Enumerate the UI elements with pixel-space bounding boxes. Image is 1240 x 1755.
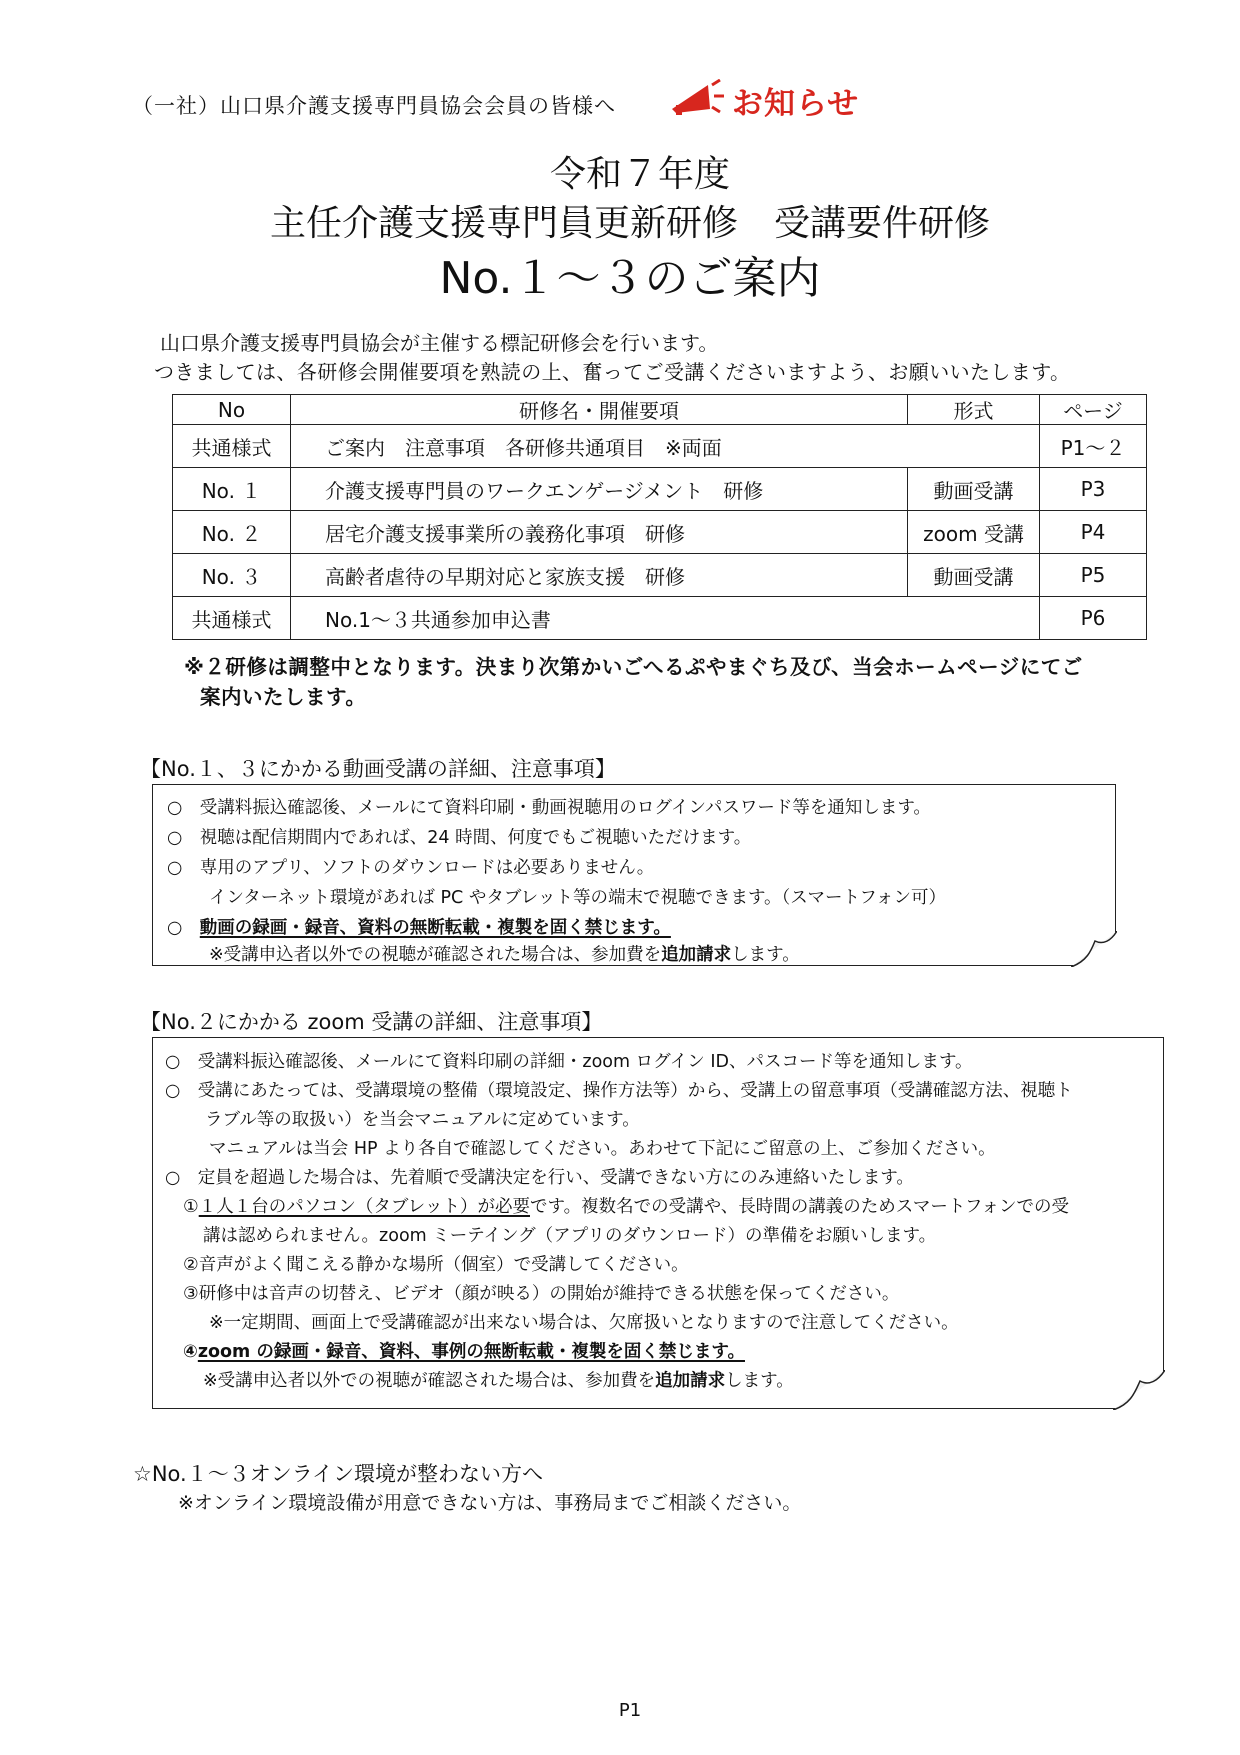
zoom-note-line: ○ 受講にあたっては、受講環境の整備（環境設定、操作方法等）から、受講上の留意事項（受講確認方法、視聴ト [165,1081,1073,1101]
item-number: ① [183,1197,199,1217]
row-name: 介護支援専門員のワークエンゲージメント 研修 [291,468,908,511]
bullet-mark: ○ [167,918,183,938]
row-no: 共通様式 [173,597,291,640]
zoom-note-line: ○ 受講料振込確認後、メールにて資料印刷の詳細・zoom ログイン ID、パスコード等を通知します。 [165,1052,973,1072]
row-page: P1～２ [1040,425,1147,468]
zoom-note-line-warning [183,1338,745,1363]
intro-line-2: つきましては、各研修会開催要項を熟読の上、奮ってご受講くださいますよう、お願いいたします。 [154,360,1071,384]
row-name: ご案内 注意事項 各研修共通項目 ※両面 [291,425,1040,468]
column-header: 形式 [908,395,1040,425]
video-note-line-warning [167,914,671,939]
zoom-note-line: ②音声がよく聞こえる静かな場所（個室）で受講してください。 [183,1255,689,1275]
table-row [173,468,1147,511]
video-note-line [209,941,800,966]
zoom-section-heading: 【No.２にかかる zoom 受講の詳細、注意事項】 [140,1010,603,1034]
column-header: No [173,395,291,425]
intro-line-1: 山口県介護支援専門員協会が主催する標記研修会を行います。 [160,331,719,355]
column-header: ページ [1040,395,1147,425]
note-text: ※受講申込者以外での視聴が確認された場合は、参加費を [203,1371,656,1391]
row-name: 高齢者虐待の早期対応と家族支援 研修 [291,554,908,597]
table-row [173,425,1147,468]
title-year: 令和７年度 [549,154,730,195]
row-format: 動画受講 [908,554,1040,597]
video-note-line: ○ 専用のアプリ、ソフトのダウンロードは必要ありません。 [167,858,655,878]
schedule-note-line-2: 案内いたします。 [200,685,367,709]
video-note-line: ○ 視聴は配信期間内であれば、24 時間、何度でもご視聴いただけます。 [167,828,752,848]
course-table [172,394,1147,640]
row-format: zoom 受講 [908,511,1040,554]
table-row [173,554,1147,597]
page-curl-decoration [1071,931,1117,967]
zoom-note-line [183,1193,1069,1218]
video-note-line: ○ 受講料振込確認後、メールにて資料印刷・動画視聴用のログインパスワード等を通知します。 [167,798,931,818]
row-no: No. １ [173,468,291,511]
video-notes-box [152,784,1116,966]
row-page: P4 [1040,511,1147,554]
schedule-note-line-1: ※２研修は調整中となります。決まり次第かいごへるぷやまぐち及び、当会ホームページにてご [184,655,1083,679]
row-page: P3 [1040,468,1147,511]
row-format: 動画受講 [908,468,1040,511]
note-emphasis: １人１台のパソコン（タブレット）が必要 [198,1197,530,1217]
table-row [173,597,1147,640]
note-text: ※受講申込者以外での視聴が確認された場合は、参加費を [209,945,662,965]
note-text: します。 [731,945,800,965]
zoom-note-line [203,1367,794,1392]
warning-text: 動画の録画・録音、資料の無断転載・複製を固く禁じます。 [199,918,671,938]
video-note-line: インターネット環境があれば PC やタブレット等の端末で視聴できます。（スマートフォン可） [209,888,947,908]
note-emphasis: 追加請求 [655,1371,726,1391]
page-number: P1 [618,1700,642,1721]
row-no: 共通様式 [173,425,291,468]
warning-text: zoom の録画・録音、資料、事例の無断転載・複製を固く禁じます。 [197,1342,745,1362]
row-name: 居宅介護支援事業所の義務化事項 研修 [291,511,908,554]
note-emphasis: 追加請求 [661,945,732,965]
megaphone-icon [668,79,730,123]
zoom-note-line: マニュアルは当会 HP より各自で確認してください。あわせて下記にご留意の上、ご参加ください。 [209,1139,996,1159]
page-curl-decoration [1113,1370,1165,1410]
zoom-note-line: ラブル等の取扱い）を当会マニュアルに定めています。 [205,1110,640,1130]
note-text: です。複数名での受講や、長時間の講義のためスマートフォンでの受 [529,1197,1069,1217]
zoom-note-line: ③研修中は音声の切替え、ビデオ（顔が映る）の開始が維持できる状態を保ってください。 [183,1284,900,1304]
zoom-note-line: ○ 定員を超過した場合は、先着順で受講決定を行い、受講できない方にのみ連絡いたします。 [165,1168,914,1188]
offline-section-body: ※オンライン環境設備が用意できない方は、事務局までご相談ください。 [178,1492,802,1514]
note-text: します。 [725,1371,794,1391]
table-row [173,511,1147,554]
zoom-note-line: 講は認められません。zoom ミーテイング（アプリのダウンロード）の準備をお願いします。 [203,1226,937,1246]
page-title: 主任介護支援専門員更新研修 受講要件研修 [269,203,990,244]
table-header-row [173,395,1147,425]
row-no: No. ３ [173,554,291,597]
notice-badge [668,78,859,123]
video-section-heading: 【No.１、３にかかる動画受講の詳細、注意事項】 [140,757,616,781]
row-name: No.1～３共通参加申込書 [291,597,1040,640]
greeting-text: （一社）山口県介護支援専門員協会会員の皆様へ [132,94,616,118]
page-subtitle: No.１～３のご案内 [439,253,821,304]
notice-badge-text: お知らせ [732,86,860,122]
row-no: No. ２ [173,511,291,554]
offline-section-heading: ☆No.１～３オンライン環境が整わない方へ [133,1462,544,1486]
column-header: 研修名・開催要項 [291,395,908,425]
item-number: ④ [183,1342,198,1362]
row-page: P5 [1040,554,1147,597]
zoom-note-line: ※一定期間、画面上で受講確認が出来ない場合は、欠席扱いとなりますので注意してください。 [209,1313,959,1333]
zoom-notes-box [152,1037,1164,1409]
row-page: P6 [1040,597,1147,640]
